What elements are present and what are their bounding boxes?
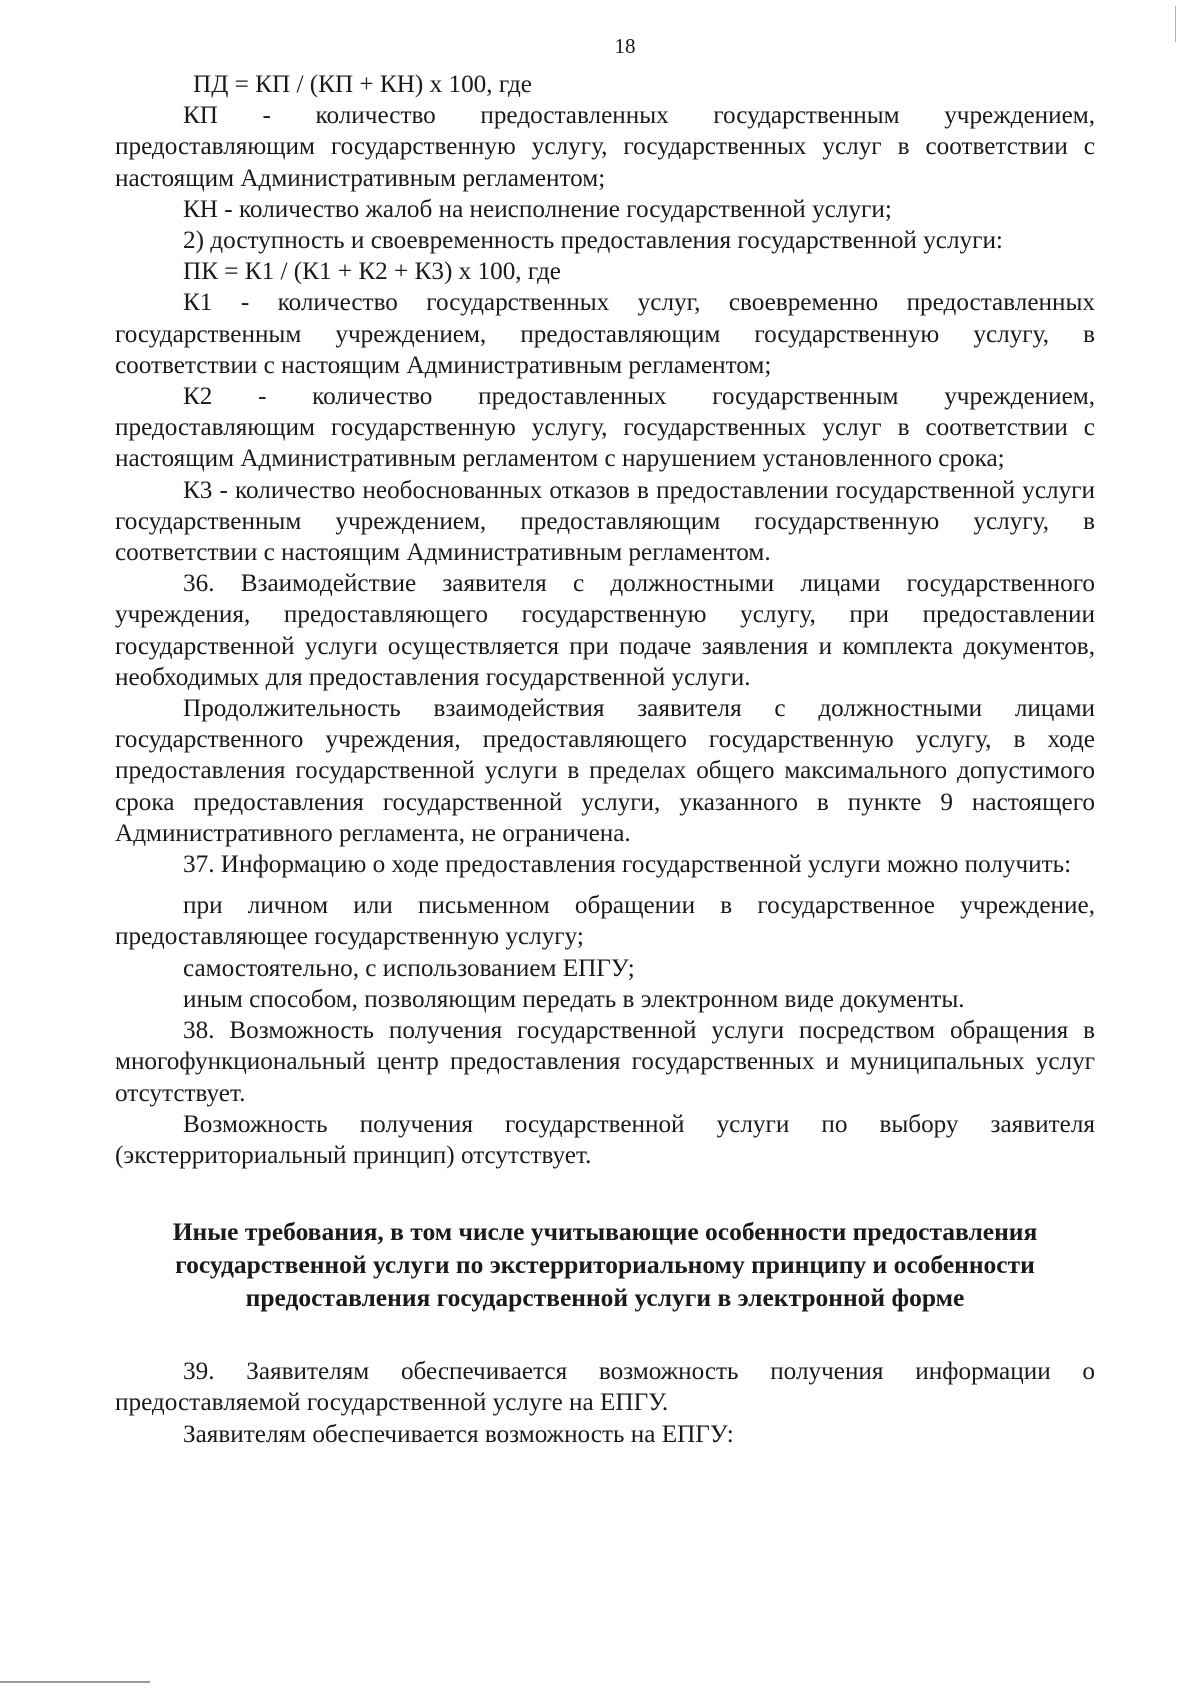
spacer bbox=[115, 880, 1095, 890]
definition-k3: К3 - количество необоснованных отказов в предоставлении государственной услуги государственным учреждением, предоставляющим государственную услугу, в соответствии с настоящим Административным регламентом. bbox=[115, 476, 1095, 567]
scan-footer-line bbox=[0, 1681, 150, 1683]
paragraph-38-extraterritorial: Возможность получения государственной услуги по выбору заявителя (экстерриториальный принцип) отсутствует. bbox=[115, 1110, 1095, 1169]
criterion-availability: 2) доступность и своевременность предоставления государственной услуги: bbox=[183, 227, 1003, 255]
page-number: 18 bbox=[614, 34, 636, 58]
definition-k2: К2 - количество предоставленных государственным учреждением, предоставляющим государственную услугу, государственных услуг в соответствии с настоящим Административным регламентом с нарушением установленного срока; bbox=[115, 383, 1095, 473]
definition-kn: КН - количество жалоб на неисполнение государственной услуги; bbox=[183, 195, 892, 223]
list-item-other-method: иным способом, позволяющим передать в электронном виде документы. bbox=[183, 985, 965, 1013]
paragraph-38: 38. Возможность получения государственной услуги посредством обращения в многофункциональный центр предоставления государственных и муниципальных услуг отсутствует. bbox=[115, 1017, 1095, 1107]
formula-pk: ПК = К1 / (К1 + К2 + К3) х 100, где bbox=[183, 258, 561, 286]
definition-k1: К1 - количество государственных услуг, своевременно предоставленных государственным учреждением, предоставляющим государственную услугу, в соответствии с настоящим Административным регламентом; bbox=[115, 289, 1095, 379]
paragraph-37: 37. Информацию о ходе предоставления государственной услуги можно получить: bbox=[183, 851, 1072, 879]
section-heading-line: Иные требования, в том числе учитывающие особенности предоставления bbox=[172, 1217, 1038, 1247]
formula-pd: ПД = КП / (КП + КН) х 100, где bbox=[193, 71, 532, 98]
list-item-personal-request: при личном или письменном обращении в государственное учреждение, предоставляющее государственную услугу; bbox=[115, 892, 1095, 951]
body-text-top bbox=[115, 69, 1095, 1171]
section-heading-line: предоставления государственной услуги в электронной форме bbox=[245, 1283, 965, 1313]
list-item-epgu: самостоятельно, с использованием ЕПГУ; bbox=[183, 954, 635, 982]
body-text-bottom bbox=[115, 1356, 1095, 1450]
paragraph-39: 39. Заявителям обеспечивается возможность получения информации о предоставляемой государственной услуге на ЕПГУ. bbox=[115, 1358, 1095, 1417]
paragraph-36: 36. Взаимодействие заявителя с должностными лицами государственного учреждения, предоставляющего государственную услугу, при предоставлении государственной услуги осуществляется при подаче заявления и комплекта документов, необходимых для предоставления государственной услуги. bbox=[115, 570, 1095, 691]
section-heading bbox=[115, 1215, 1095, 1314]
scan-edge-mark bbox=[1175, 6, 1186, 42]
section-heading-line: государственной услуги по экстерриториальному принципу и особенности bbox=[175, 1250, 1035, 1280]
paragraph-39-epgu: Заявителям обеспечивается возможность на ЕПГУ: bbox=[183, 1420, 734, 1448]
paragraph-36-duration: Продолжительность взаимодействия заявителя с должностными лицами государственного учреждения, предоставляющего государственную услугу, в ходе предоставления государственной услуги в пределах общего максимального допустимого срока предоставления государственной услуги, указанного в пункте 9 настоящего Административного регламента, не ограничена. bbox=[115, 695, 1095, 847]
definition-kp: КП - количество предоставленных государственным учреждением, предоставляющим государственную услугу, государственных услуг в соответствии с настоящим Административным регламентом; bbox=[115, 102, 1095, 192]
